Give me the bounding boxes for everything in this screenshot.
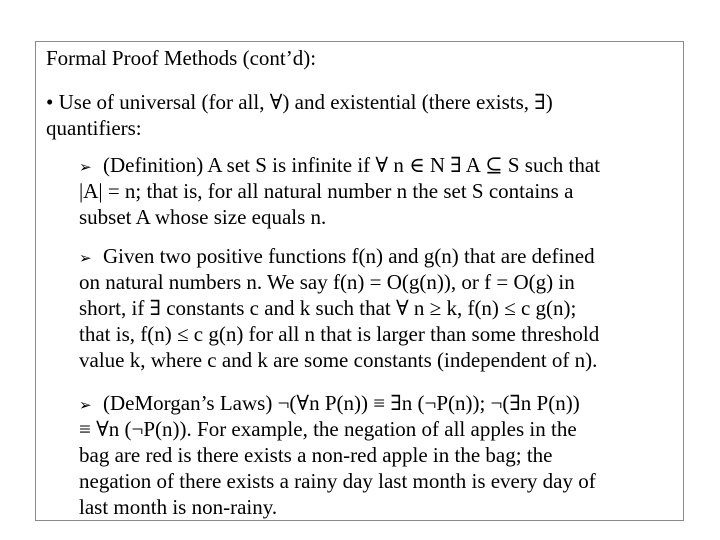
sub-bullet-3-line-2: ≡ ∀n (¬P(n)). For example, the negation of all apples in the bbox=[79, 417, 577, 441]
sub-bullet-1-text: (Definition) A set S is infinite if ∀ n ∈ N ∃ A ⊆ S such that bbox=[103, 153, 601, 177]
sub-bullet-2-line-4: that is, f(n) ≤ c g(n) for all n that is larger than some threshold bbox=[79, 322, 600, 346]
main-bullet-text: Use of universal (for all, ∀) and existential (there exists, ∃) bbox=[58, 90, 553, 114]
sub-bullet-3-text: (DeMorgan’s Laws) ¬(∀n P(n)) ≡ ∃n (¬P(n)); ¬(∃n P(n)) bbox=[103, 391, 580, 415]
sub-bullet-3-line-3: bag are red is there exists a non-red apple in the bag; the bbox=[79, 443, 553, 467]
sub-bullet-2-line-5: value k, where c and k are some constants (independent of n). bbox=[79, 348, 598, 372]
sub-bullet-2-line-1 bbox=[79, 243, 595, 271]
sub-bullet-1-line-3: subset A whose size equals n. bbox=[79, 205, 327, 229]
slide-title: Formal Proof Methods (cont’d): bbox=[46, 46, 317, 70]
bullet-marker: • bbox=[46, 90, 54, 114]
sub-bullet-3-line-5: last month is non-rainy. bbox=[79, 495, 278, 519]
sub-bullet-3-line-1 bbox=[79, 390, 580, 418]
sub-bullet-2-line-3: short, if ∃ constants c and k such that ∀ n ≥ k, f(n) ≤ c g(n); bbox=[79, 296, 577, 320]
sub-bullet-3-line-4: negation of there exists a rainy day last month is every day of bbox=[79, 469, 596, 493]
sub-bullet-1-line-2: |A| = n; that is, for all natural number n the set S contains a bbox=[79, 179, 574, 203]
main-bullet-line-1 bbox=[46, 89, 553, 115]
sub-bullet-2-text: Given two positive functions f(n) and g(n) that are defined bbox=[103, 244, 595, 268]
arrow-bullet-icon: ➢ bbox=[79, 249, 92, 267]
main-bullet-line-2: quantifiers: bbox=[46, 116, 142, 140]
sub-bullet-1-line-1 bbox=[79, 152, 600, 180]
arrow-bullet-icon: ➢ bbox=[79, 158, 92, 176]
arrow-bullet-icon: ➢ bbox=[79, 396, 92, 414]
sub-bullet-2-line-2: on natural numbers n. We say f(n) = O(g(n)), or f = O(g) in bbox=[79, 270, 575, 294]
